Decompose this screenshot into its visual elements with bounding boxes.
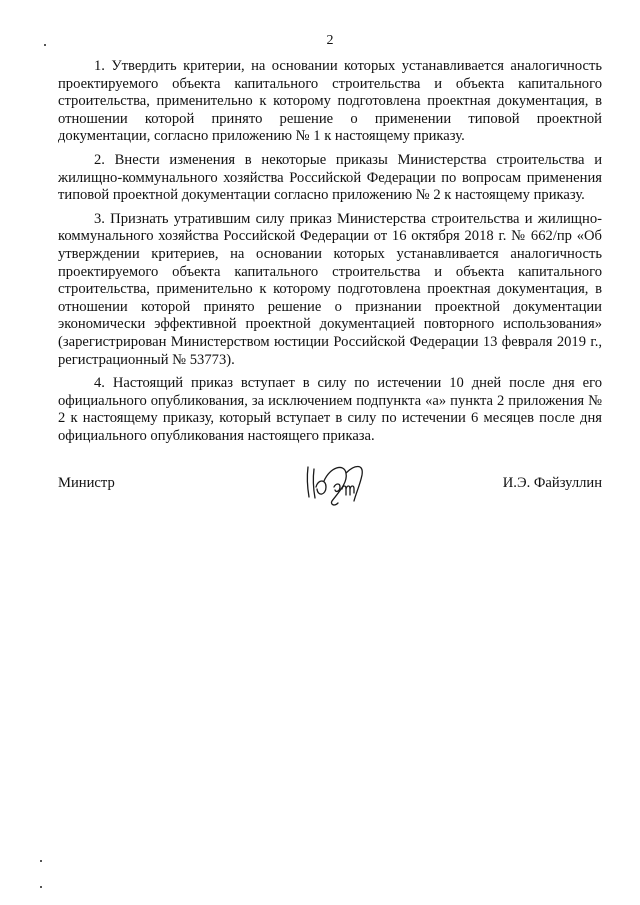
signatory-name: И.Э. Файзуллин [502, 475, 602, 491]
scan-speck [40, 886, 42, 888]
page-number: 2 [326, 33, 334, 48]
signatory-position: Министр [58, 475, 115, 491]
scan-speck [44, 44, 46, 46]
paragraph-4: 4. Настоящий приказ вступает в силу по истечении 10 дней после дня его официального опубликования, за исключением подпункта «а» пункта 2 приложения № 2 к настоящему приказу, который вступает в силу по истечении 6 месяцев после дня официального опубликования настоящего приказа. [58, 375, 602, 444]
paragraph-3: 3. Признать утратившим силу приказ Министерства строительства и жилищно-коммунального хозяйства Российской Федерации от 16 октября 2018 г. № 662/пр «Об утверждении критериев, на основании которых устанавливается аналогичность проектируемого объекта капитального строительства и объекта капитального строительства, применительно к которому подготовлена проектная документация, в отношении которой принято решение о признании проектной документации экономически эффективной проектной документацией повторного использования» (зарегистрирован Министерством юстиции Российской Федерации 13 февраля 2019 г., регистрационный № 53773). [58, 210, 602, 368]
paragraph-1: 1. Утвердить критерии, на основании которых устанавливается аналогичность проектируемого объекта капитального строительства и объекта капитального строительства, применительно к которому подготовлена проектная документация, в отношении которой принято решение о применении типовой проектной документации, согласно приложению № 1 к настоящему приказу. [58, 58, 602, 145]
signature-block [58, 463, 602, 523]
scan-speck [40, 860, 42, 862]
document-body [58, 58, 602, 445]
handwritten-signature [302, 457, 372, 509]
paragraph-2: 2. Внести изменения в некоторые приказы Министерства строительства и жилищно-коммунального хозяйства Российской Федерации по вопросам применения типовой проектной документации согласно приложению № 2 к настоящему приказу. [58, 151, 602, 204]
